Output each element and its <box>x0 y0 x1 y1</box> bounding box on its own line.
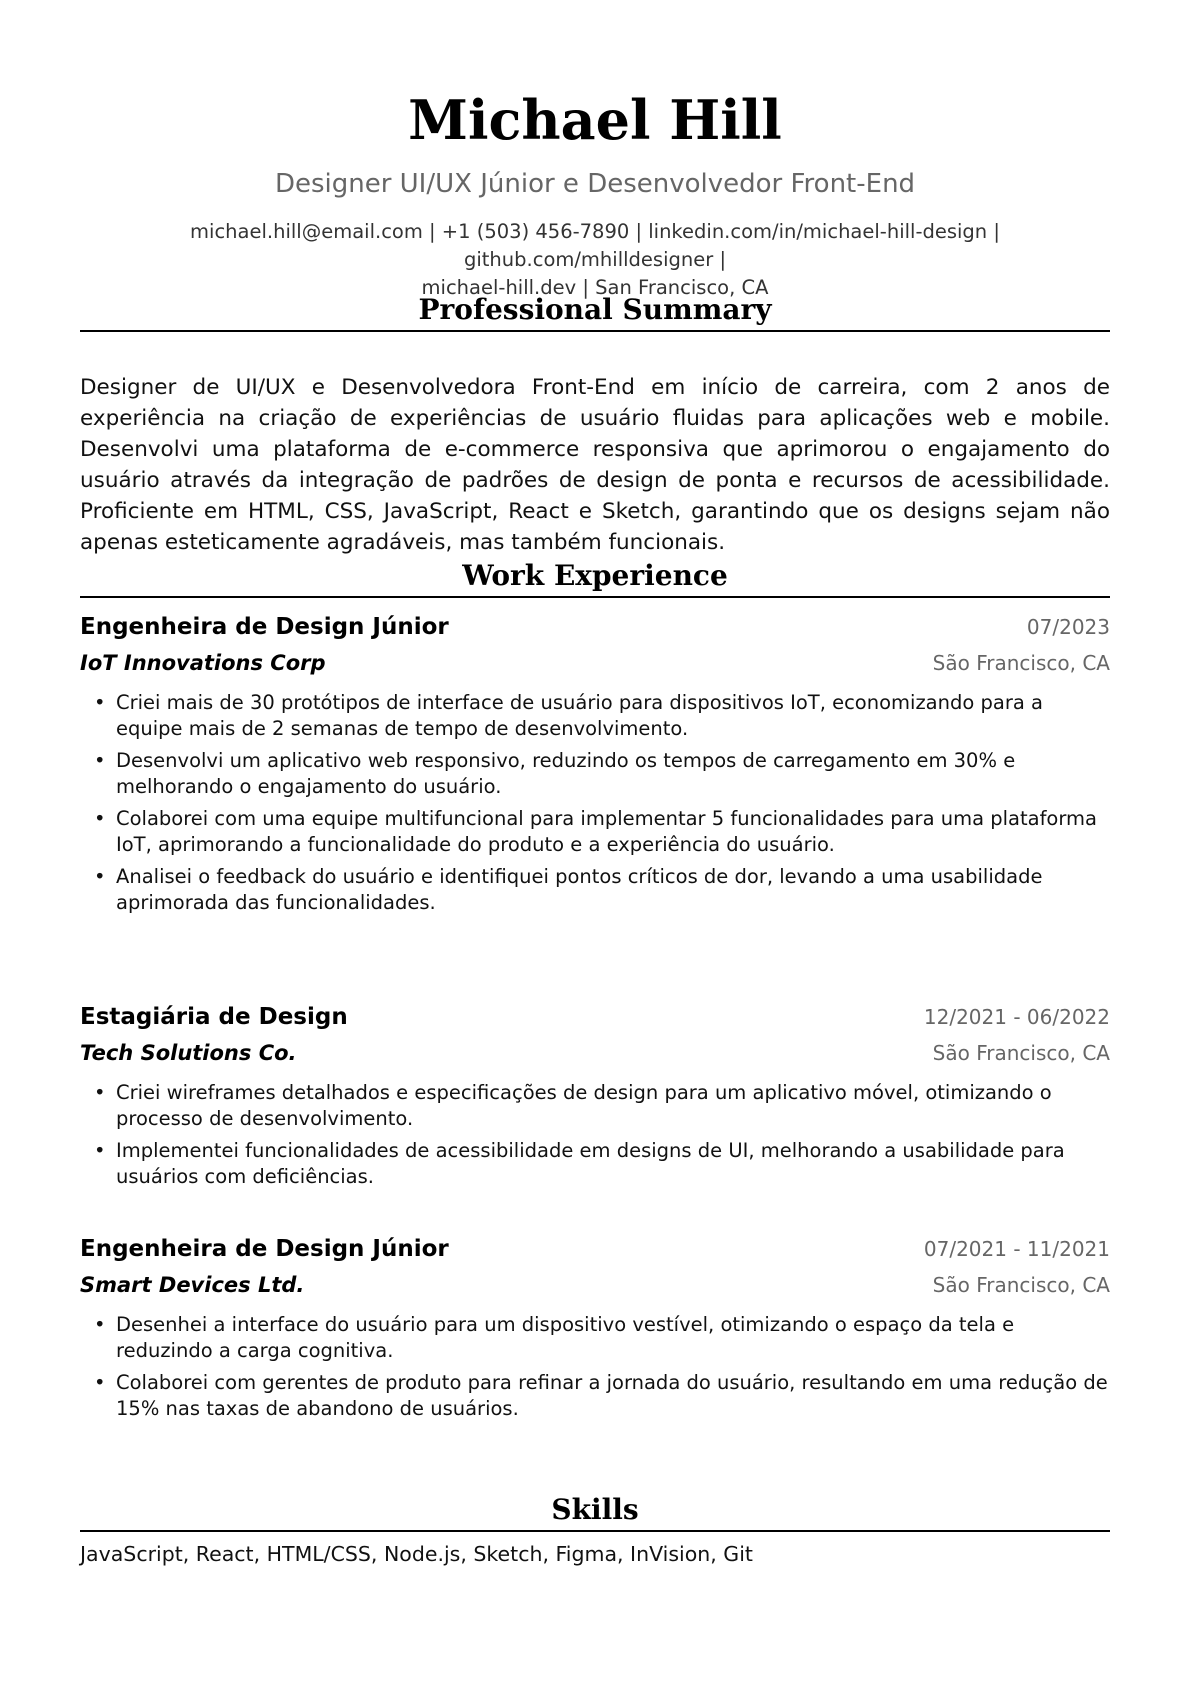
job-bullet-text: Desenhei a interface do usuário para um dispositivo vestível, otimizando o espaço da tela e reduzindo a carga cognitiva. <box>116 1313 1015 1362</box>
experience-section-title: Work Experience <box>462 559 728 592</box>
job-location: São Francisco, CA <box>932 1041 1110 1065</box>
job-bullet <box>80 806 1110 858</box>
skills-list: JavaScript, React, HTML/CSS, Node.js, Sketch, Figma, InVision, Git <box>80 1542 753 1566</box>
summary-text: Designer de UI/UX e Desenvolvedora Front-End em início de carreira, com 2 anos de experiência na criação de experiências de usuário fluidas para aplicações web e mobile. Desenvolvi uma plataforma de e-commerce responsiva que aprimorou o engajamento do usuário através da integração de padrões de design de ponta e recursos de acessibilidade. Proficiente em HTML, CSS, JavaScript, React e Sketch, garantindo que os designs sejam não apenas esteticamente agradáveis, mas também funcionais. <box>80 375 1110 555</box>
job-bullet-text: Analisei o feedback do usuário e identifiquei pontos críticos de dor, levando a uma usabilidade aprimorada das funcionalidades. <box>116 865 1043 914</box>
contact-line-1: michael.hill@email.com | +1 (503) 456-7890 | linkedin.com/in/michael-hill-design | github.com/mhilldesigner | <box>190 220 1000 271</box>
company-name: Tech Solutions Co. <box>80 1041 297 1065</box>
job-date: 07/2023 <box>1026 615 1110 639</box>
company-name: Smart Devices Ltd. <box>80 1273 305 1297</box>
bullet-icon: • <box>94 691 106 714</box>
job-bullet <box>80 1138 1110 1190</box>
job-location: São Francisco, CA <box>932 651 1110 675</box>
job-title: Engenheira de Design Júnior <box>80 614 449 640</box>
summary-section-title: Professional Summary <box>418 293 772 326</box>
job-bullet-text: Desenvolvi um aplicativo web responsivo, reduzindo os tempos de carregamento em 30% e melhorando o engajamento do usuário. <box>116 749 1016 798</box>
candidate-name: Michael Hill <box>408 88 782 152</box>
bullet-icon: • <box>94 865 106 888</box>
job-bullet-text: Colaborei com uma equipe multifuncional para implementar 5 funcionalidades para uma plataforma IoT, aprimorando a funcionalidade do produto e a experiência do usuário. <box>116 807 1097 856</box>
contact-line-2: michael-hill.dev | San Francisco, CA <box>421 276 769 299</box>
job-location: São Francisco, CA <box>932 1273 1110 1297</box>
bullet-icon: • <box>94 749 106 772</box>
job-title: Engenheira de Design Júnior <box>80 1236 449 1262</box>
job-bullet <box>80 1080 1110 1132</box>
job-date: 12/2021 - 06/2022 <box>923 1005 1110 1029</box>
job-bullet <box>80 1312 1110 1364</box>
contact-info <box>80 218 1110 302</box>
job-bullet-text: Criei wireframes detalhados e especificações de design para um aplicativo móvel, otimizando o processo de desenvolvimento. <box>116 1081 1052 1130</box>
job-bullet-text: Colaborei com gerentes de produto para refinar a jornada do usuário, resultando em uma redução de 15% nas taxas de abandono de usuários. <box>116 1371 1108 1420</box>
bullet-icon: • <box>94 1313 106 1336</box>
experience-divider <box>80 596 1110 598</box>
job-title: Estagiária de Design <box>80 1004 348 1030</box>
job-date: 07/2021 - 11/2021 <box>923 1237 1110 1261</box>
job-bullets <box>80 690 1110 922</box>
skills-divider <box>80 1530 1110 1532</box>
bullet-icon: • <box>94 1081 106 1104</box>
summary-divider <box>80 330 1110 332</box>
job-bullets <box>80 1080 1110 1196</box>
bullet-icon: • <box>94 807 106 830</box>
job-bullet <box>80 864 1110 916</box>
company-name: IoT Innovations Corp <box>80 651 326 675</box>
bullet-icon: • <box>94 1139 106 1162</box>
job-bullet <box>80 1370 1110 1422</box>
bullet-icon: • <box>94 1371 106 1394</box>
job-bullet-text: Implementei funcionalidades de acessibilidade em designs de UI, melhorando a usabilidade para usuários com deficiências. <box>116 1139 1065 1188</box>
job-bullet-text: Criei mais de 30 protótipos de interface de usuário para dispositivos IoT, economizando para a equipe mais de 2 semanas de tempo de desenvolvimento. <box>116 691 1043 740</box>
job-bullet <box>80 748 1110 800</box>
job-bullet <box>80 690 1110 742</box>
job-bullets <box>80 1312 1110 1428</box>
skills-section-title: Skills <box>551 1493 639 1526</box>
candidate-subtitle: Designer UI/UX Júnior e Desenvolvedor Front-End <box>274 169 916 199</box>
